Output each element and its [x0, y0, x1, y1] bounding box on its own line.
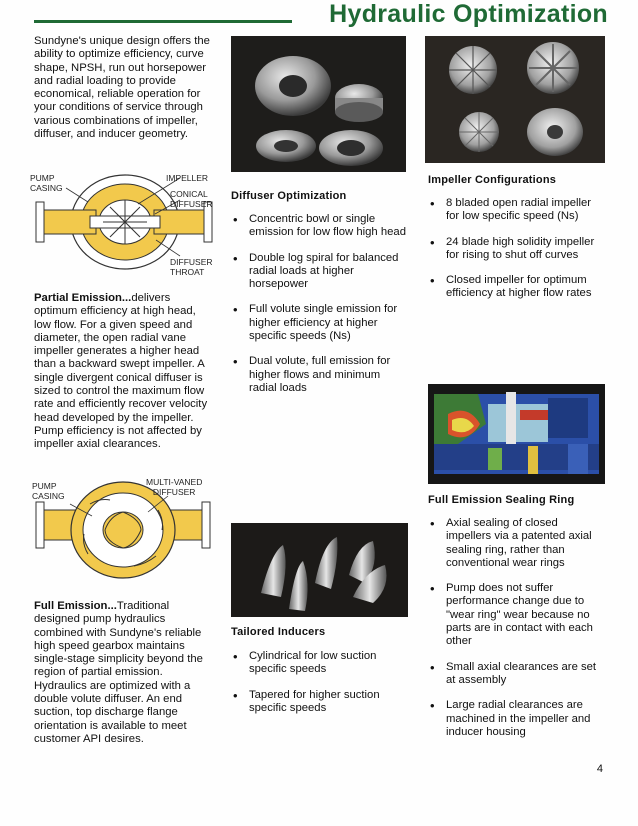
diffuser-photo: [231, 36, 406, 172]
partial-emission-paragraph: [34, 292, 212, 452]
label-impeller: IMPELLER: [166, 173, 209, 183]
label-multi-vaned-diffuser: MULTI-VANED DIFFUSER: [146, 477, 203, 497]
list-item: • 8 bladed open radial impeller for low specific speed (Ns): [430, 196, 592, 223]
bullet-icon: •: [233, 250, 238, 266]
list-item: • 24 blade high solidity impeller for rising to shut off curves: [430, 234, 595, 261]
full-emission-heading: Full Emission...: [34, 600, 117, 612]
full-emission-paragraph: [34, 600, 214, 746]
inducers-heading: Tailored Inducers: [231, 626, 326, 638]
list-item: • Small axial clearances are set at assembly: [430, 659, 597, 686]
intro-paragraph: Sundyne's unique design offers the ability to optimize efficiency, curve shape, NPSH, run out horsepower and radial loading to provide economical, reliable operation for your conditions of service through various combinations of impeller, diffuser, and inducer geometry.: [34, 35, 210, 141]
header-rule: [34, 20, 292, 23]
bullet-icon: •: [430, 196, 435, 211]
bullet-icon: •: [430, 234, 435, 250]
list-item: • Axial sealing of closed impellers via a patented axial sealing ring, rather than conventional wear rings: [430, 516, 592, 569]
list-item: • Dual volute, full emission for higher flows and minimum radial loads: [233, 354, 391, 394]
bullet-icon: •: [233, 212, 238, 227]
partial-emission-diagram: [30, 172, 216, 284]
bullet-icon: •: [233, 687, 238, 703]
diffuser-optimization-list: [231, 213, 406, 407]
bullet-icon: •: [233, 649, 238, 664]
inducers-photo: [231, 523, 408, 617]
list-item: • Tapered for higher suction specific speeds: [233, 687, 380, 714]
list-item: • Concentric bowl or single emission for low flow high head: [233, 212, 406, 239]
list-item: • Double log spiral for balanced radial loads at higher horsepower: [233, 250, 399, 291]
sealing-ring-cutaway: [428, 384, 605, 484]
list-item: • Closed impeller for optimum efficiency at higher flow rates: [430, 273, 592, 300]
label-conical-diffuser: CONICAL DIFFUSER: [170, 189, 213, 209]
impeller-photo: [425, 36, 605, 163]
label-diffuser-throat: DIFFUSER THROAT: [170, 257, 213, 277]
list-item: • Pump does not suffer performance change due to "wear ring" wear because no parts are in contact with each other: [430, 581, 593, 648]
full-emission-text: Traditional designed pump hydraulics combined with Sundyne's reliable high speed gearbox maintains single-stage simplicity beyond the region of partial emission. Hydraulics are optimized with a double volute diffuser. An end suction, top discharge flange orientation is available to meet customer API desires.: [34, 600, 203, 745]
list-item: • Full volute single emission for higher efficiency at higher specific speeds (Ns): [233, 302, 398, 343]
page-number: 4: [596, 763, 603, 775]
bullet-icon: •: [430, 698, 435, 714]
sealing-ring-heading: Full Emission Sealing Ring: [428, 494, 575, 506]
impeller-configurations-list: [428, 197, 606, 313]
bullet-icon: •: [233, 354, 238, 370]
sealing-ring-list: [428, 517, 606, 751]
bullet-icon: •: [430, 516, 435, 531]
diffuser-optimization-heading: Diffuser Optimization: [231, 190, 347, 202]
list-item: • Cylindrical for low suction specific speeds: [233, 649, 377, 676]
partial-emission-heading: Partial Emission...: [34, 292, 132, 304]
bullet-icon: •: [430, 659, 435, 675]
label-pump-casing: PUMP CASING: [30, 173, 63, 193]
bullet-icon: •: [233, 302, 238, 318]
impeller-configurations-heading: Impeller Configurations: [428, 174, 557, 186]
bullet-icon: •: [430, 581, 435, 597]
inducers-list: [231, 650, 408, 727]
page-title: Hydraulic Optimization: [329, 0, 608, 28]
label-pump-casing-2: PUMP CASING: [32, 481, 65, 501]
partial-emission-text: delivers optimum efficiency at high head, low flow. For a given speed and diameter, the open radial vane impeller generates a higher head than a backward swept impeller. A single divergent conical diffuser is sized to control the maximum flow rate and efficiently recover velocity head developed by the impeller. Pump efficiency is not affected by impeller axial clearances.: [34, 292, 208, 451]
bullet-icon: •: [430, 273, 435, 289]
full-emission-diagram: [30, 474, 216, 586]
list-item: • Large radial clearances are machined in the impeller and inducer housing: [430, 698, 591, 738]
